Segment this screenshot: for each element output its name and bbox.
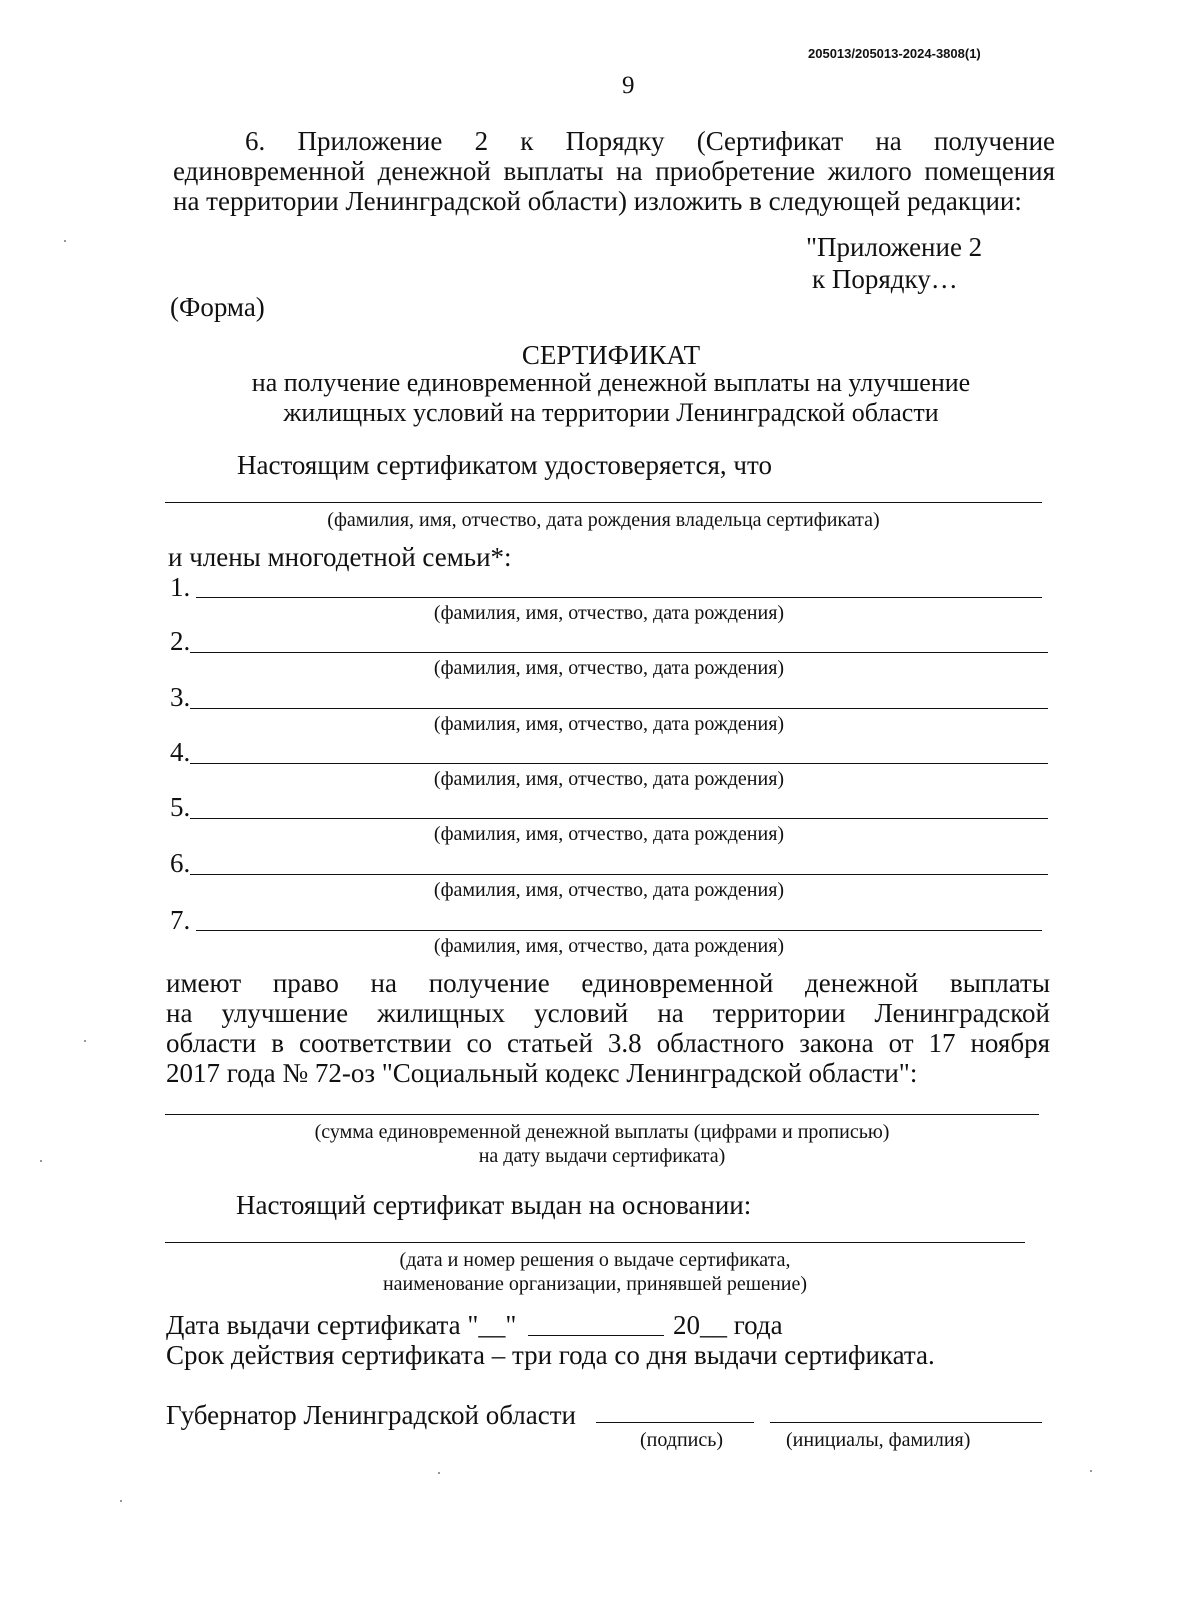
member-5-line <box>190 818 1048 819</box>
appendix-ref-line-1: "Приложение 2 <box>806 232 983 262</box>
member-4-line <box>190 763 1048 764</box>
member-7-line <box>196 930 1042 931</box>
member-4-number: 4. <box>170 737 191 767</box>
member-1-line <box>196 597 1042 598</box>
sum-caption-1: (сумма единовременной денежной выплаты (цифрами и прописью) <box>314 1121 890 1143</box>
member-1-caption: (фамилия, имя, отчество, дата рождения) <box>433 602 785 624</box>
sum-blank-line <box>165 1114 1039 1115</box>
rights-line-4: 2017 года № 72-оз "Социальный кодекс Ленинградской области": <box>166 1058 918 1088</box>
document-code: 205013/205013-2024-3808(1) <box>808 46 981 61</box>
initials-caption: (инициалы, фамилия) <box>786 1429 971 1451</box>
family-intro: и члены многодетной семьи*: <box>168 542 512 572</box>
owner-caption: (фамилия, имя, отчество, дата рождения владельца сертификата) <box>327 509 880 531</box>
scan-speck <box>84 1040 86 1042</box>
intro-line-1: 6. Приложение 2 к Порядку (Сертификат на получение <box>245 126 1055 156</box>
basis-text: Настоящий сертификат выдан на основании: <box>236 1190 752 1220</box>
signature-line <box>596 1422 754 1423</box>
attest-text: Настоящим сертификатом удостоверяется, что <box>237 450 772 480</box>
scan-speck <box>438 1472 440 1474</box>
sum-caption-2: на дату выдачи сертификата) <box>478 1145 726 1167</box>
rights-line-2: на улучшение жилищных условий на территории Ленинградской <box>166 998 1050 1028</box>
certificate-title: СЕРТИФИКАТ <box>521 340 701 370</box>
owner-blank-line <box>165 502 1042 503</box>
certificate-subtitle-1: на получение единовременной денежной выплаты на улучшение <box>251 368 971 397</box>
scan-speck <box>40 1160 42 1162</box>
member-7-caption: (фамилия, имя, отчество, дата рождения) <box>433 935 785 957</box>
issue-date-label: Дата выдачи сертификата "__" <box>166 1310 517 1340</box>
member-3-line <box>190 708 1048 709</box>
scan-speck <box>120 1500 122 1502</box>
governor-label: Губернатор Ленинградской области <box>166 1400 576 1430</box>
validity-text: Срок действия сертификата – три года со дня выдачи сертификата. <box>166 1340 935 1370</box>
member-3-caption: (фамилия, имя, отчество, дата рождения) <box>433 713 785 735</box>
member-5-number: 5. <box>170 792 191 822</box>
certificate-subtitle-2: жилищных условий на территории Ленинградской области <box>283 398 939 427</box>
member-2-caption: (фамилия, имя, отчество, дата рождения) <box>433 657 785 679</box>
basis-blank-line <box>165 1242 1025 1243</box>
member-4-caption: (фамилия, имя, отчество, дата рождения) <box>433 768 785 790</box>
page-number: 9 <box>622 72 635 99</box>
rights-line-3: области в соответствии со статьей 3.8 областного закона от 17 ноября <box>166 1028 1050 1058</box>
intro-line-2: единовременной денежной выплаты на приобретение жилого помещения <box>173 156 1055 186</box>
scan-speck <box>1090 1470 1092 1472</box>
basis-caption-2: наименование организации, принявшей решение) <box>382 1273 808 1295</box>
appendix-ref-line-2: к Порядку… <box>812 264 958 294</box>
member-6-caption: (фамилия, имя, отчество, дата рождения) <box>433 879 785 901</box>
scan-speck <box>64 240 66 242</box>
signature-caption: (подпись) <box>640 1429 724 1451</box>
initials-line <box>770 1422 1042 1423</box>
member-6-line <box>190 874 1048 875</box>
issue-date-month-line <box>528 1335 664 1336</box>
member-7-number: 7. <box>170 905 191 935</box>
member-2-line <box>190 652 1048 653</box>
basis-caption-1: (дата и номер решения о выдаче сертификата, <box>399 1249 791 1271</box>
member-2-number: 2. <box>170 626 191 656</box>
member-5-caption: (фамилия, имя, отчество, дата рождения) <box>433 823 785 845</box>
intro-line-3: на территории Ленинградской области) изложить в следующей редакции: <box>173 186 1022 216</box>
rights-line-1: имеют право на получение единовременной денежной выплаты <box>166 968 1050 998</box>
member-3-number: 3. <box>170 682 191 712</box>
issue-date-year: 20__ года <box>673 1310 783 1340</box>
form-label: (Форма) <box>170 292 265 322</box>
member-1-number: 1. <box>170 572 191 602</box>
member-6-number: 6. <box>170 848 191 878</box>
